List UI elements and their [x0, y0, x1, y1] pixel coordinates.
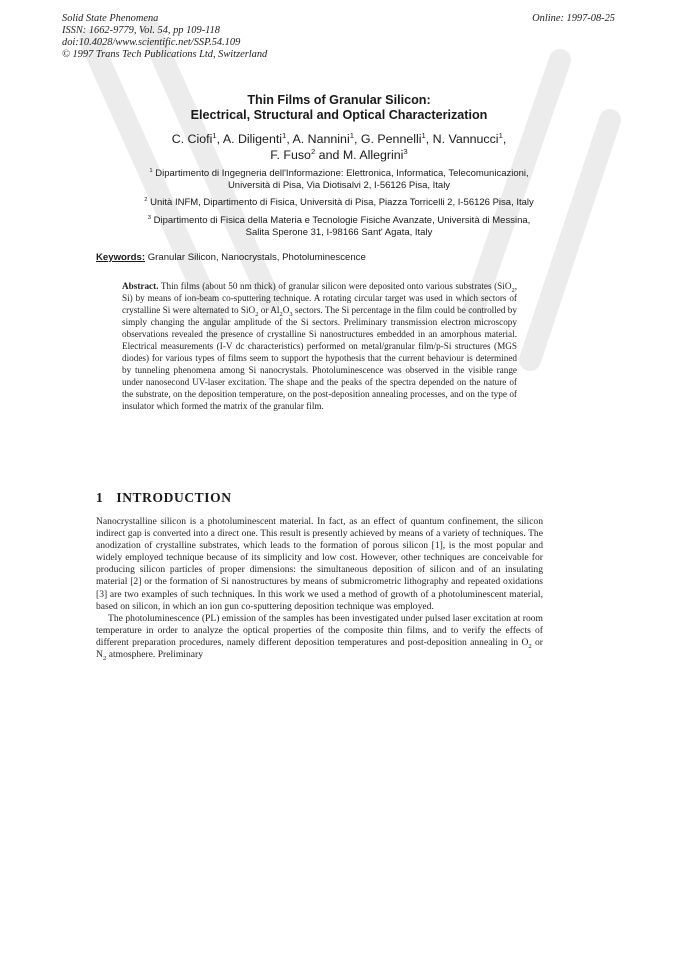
- subscript: 2: [102, 654, 107, 662]
- affiliation-text: Unità INFM, Dipartimento di Fisica, Università di Pisa, Piazza Torricelli 2, I-56126 Pisa, Italy: [150, 197, 534, 208]
- affiliation-2: [60, 197, 618, 209]
- abstract-text: Thin films (about 50 nm thick) of granular silicon were deposited onto various substrates (SiO: [160, 281, 512, 291]
- author-name: N. Vannucci: [432, 132, 499, 146]
- author-line-1: C. Ciofi$^1$, A. Diligenti$^1$, A. Nannini$^1$, G. Pennelli$^1$, N. Vannucci$^1$,: [171, 130, 507, 146]
- affiliation-number: 2: [144, 196, 148, 203]
- journal-name: Solid State Phenomena: [62, 13, 159, 24]
- abstract-text: , Si) by means of ion-beam co-sputtering technique. A rotating circular target was used in which sectors of crystalline Si were alternated to SiO: [122, 281, 517, 315]
- abstract: [122, 280, 517, 412]
- paragraph-1: Nanocrystalline silicon is a photoluminescent material. In fact, as an effect of quantum confinement, the silicon indirect gap is converted into a direct one. This result is presently achieved by means of a variety of techniques. The anodization of crystalline substrates, which leads to the formation of porous silicon [1], is the most popular and widely employed technique because of its simplicity and low cost. However, other techniques are conceivable for producing silicon particles of proper dimensions: the simultaneous deposition of silicon and of an insulating material [2] or the formation of Si nanostructures by means of submicrometric lithography and repeated oxidations [3] are two examples of such techniques. In this work we used a method of growth of a photoluminescent material, based on silicon, in which an ion gun co-sputtering deposition technique was employed.: [96, 516, 543, 612]
- author-affiliation-mark: 1: [212, 130, 217, 140]
- journal-header: [62, 13, 267, 61]
- author-affiliation-mark: 1: [282, 130, 287, 140]
- keywords: [96, 252, 366, 263]
- affiliation-3: [60, 215, 618, 239]
- keywords-text: Granular Silicon, Nanocrystals, Photoluminescence: [147, 252, 366, 263]
- online-date: Online: 1997-08-25: [532, 13, 615, 24]
- subscript: 2: [279, 310, 283, 318]
- affiliation-text: Dipartimento di Fisica della Materia e Tecnologie Fisiche Avanzate, Università di Messina,: [153, 215, 531, 226]
- abstract-text: or Al: [258, 305, 280, 315]
- subscript: 2: [255, 310, 259, 318]
- author-affiliation-mark: 1: [421, 130, 426, 140]
- title-line-1: Thin Films of Granular Silicon:: [247, 93, 431, 107]
- author-affiliation-mark: 1: [498, 130, 503, 140]
- author-name: M. Allegrini: [342, 148, 404, 162]
- author-affiliation-mark: 1: [349, 130, 354, 140]
- introduction-body: [96, 516, 543, 661]
- author-name: G. Pennelli: [360, 132, 422, 146]
- affiliation-1: [60, 168, 618, 192]
- author-name: F. Fuso: [270, 148, 311, 162]
- section-title: INTRODUCTION: [116, 490, 232, 505]
- subscript: 2: [528, 642, 532, 650]
- author-name: A. Diligenti: [222, 132, 283, 146]
- author-name: A. Nannini: [292, 132, 350, 146]
- affiliation-number: 3: [147, 214, 151, 221]
- author-line-2: [60, 147, 618, 163]
- doi-line: doi:10.4028/www.scientific.net/SSP.54.109: [62, 37, 241, 48]
- paragraph-text: atmosphere. Preliminary: [106, 649, 204, 661]
- author-name: C. Ciofi: [171, 132, 213, 146]
- affiliation-text: Università di Pisa, Via Diotisalvi 2, I-56126 Pisa, Italy: [227, 180, 451, 191]
- title-line-2: Electrical, Structural and Optical Characterization: [190, 108, 488, 122]
- affiliation-text: Salita Sperone 31, I-98166 Sant' Agata, Italy: [245, 227, 433, 238]
- paragraph-2: [96, 613, 543, 661]
- author-list: [60, 131, 618, 163]
- subscript: 3: [289, 310, 293, 318]
- paragraph-text: The photoluminescence (PL) emission of the samples has been investigated under pulsed laser excitation at room temperature in order to analyze the optical properties of the composite thin films, and to verify the effects of different preparation procedures, namely different deposition temperatures and post-deposition annealing in O: [96, 612, 543, 648]
- author-affiliation-mark: 3: [403, 146, 408, 156]
- copyright-line: © 1997 Trans Tech Publications Ltd, Switzerland: [62, 49, 268, 60]
- abstract-text: O: [282, 305, 290, 315]
- author-affiliation-mark: 2: [310, 146, 316, 156]
- paper-title: [60, 93, 618, 123]
- subscript: 2: [511, 286, 515, 294]
- section-number: 1: [96, 490, 104, 505]
- affiliation-text: Dipartimento di Ingegneria dell'Informazione: Elettronica, Informatica, Telecomunicazioni,: [155, 168, 529, 179]
- abstract-label: Abstract.: [122, 281, 159, 291]
- affiliation-number: 1: [149, 167, 153, 174]
- issn-line: ISSN: 1662-9779, Vol. 54, pp 109-118: [62, 25, 220, 36]
- author-conjunction: and: [318, 148, 340, 162]
- keywords-label: Keywords:: [96, 252, 146, 263]
- section-heading: [96, 490, 232, 506]
- paragraph-text: or N: [96, 636, 544, 661]
- abstract-text: sectors. The Si percentage in the film could be controlled by simply changing the angular amplitude of the Si sectors. Preliminary transmission electron microscopy observations revealed the presence of crystalline Si nanostructures embedded in an amorphous material. Electrical measurements (I-V dc characteristics) performed on metal/granular film/p-Si structures (MGS diodes) for various types of films seem to support the hypothesis that the current behaviour is determined by tunneling phenomena among Si nanocrystals. Photoluminescence was observed in the visible range under nanosecond UV-laser excitation. The shape and the peaks of the spectra depended on the nature of the substrate, on the deposition temperature, on the post-deposition annealing processes, and on the type of insulator which formed the matrix of the granular film.: [122, 305, 517, 411]
